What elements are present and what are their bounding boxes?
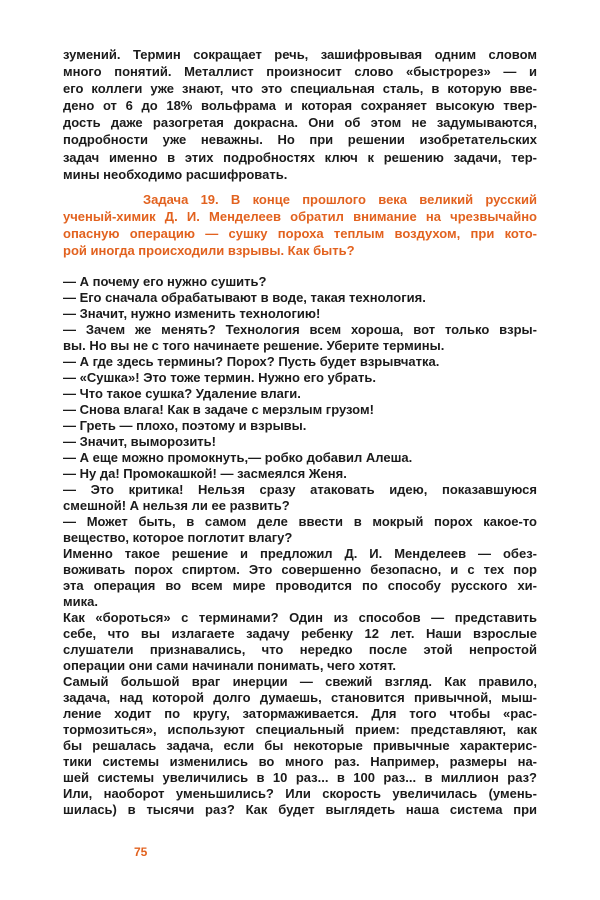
text-line: вещество, которое поглотит влагу? — [63, 530, 293, 545]
intro-paragraph — [63, 46, 537, 183]
task-19-statement — [63, 191, 537, 259]
paragraph — [63, 466, 537, 482]
text-line: бы решалась задача, если бы некоторые привычные характерис- — [63, 738, 537, 754]
task-line: ученый-химик Д. И. Менделеев обратил внимание на чрезвычайно — [63, 208, 537, 224]
text-line: — Значит, выморозить! — [63, 433, 216, 449]
text-line: Или, наоборот уменьшились? Или скорость увеличилась (умень- — [63, 786, 537, 802]
paragraph — [63, 354, 537, 370]
text-line: — Снова влага! Как в задаче с мерзлым грузом! — [63, 401, 374, 417]
text-line: операции они сами начинали понимать, чего хотят. — [63, 658, 397, 674]
text-line: задач именно в этих подробностях ключ к решению задачи, тер- — [63, 149, 537, 165]
text-line: его коллеги уже знают, что это специальная сталь, в которую вве- — [63, 81, 537, 97]
text-line: вы. Но вы не с того начинаете решение. Уберите термины. — [63, 337, 445, 353]
text-line: — Греть — плохо, поэтому и взрывы. — [63, 417, 307, 433]
task-line — [63, 191, 537, 208]
text-line: — А почему его нужно сушить? — [63, 273, 267, 289]
paragraph — [63, 370, 537, 386]
paragraph — [63, 434, 537, 450]
text-line: Именно такое решение и предложил Д. И. Менделеев — обез- — [63, 546, 537, 562]
text-line: — Это критика! Нельзя сразу атаковать идею, показавшуюся — [63, 481, 537, 497]
text-line: подробности уже неважны. Но при решении изобретательских — [63, 132, 537, 148]
text-line: смешной! А нельзя ли ее развить? — [63, 497, 290, 513]
paragraph — [63, 402, 537, 418]
paragraph — [63, 610, 537, 674]
text-line: — Его сначала обрабатывают в воде, такая технология. — [63, 289, 426, 305]
text-line: — Ну да! Промокашкой! — засмеялся Женя. — [63, 465, 347, 481]
text-line: много понятий. Металлист произносит слово «быстрорез» — и — [63, 64, 537, 80]
task-text: В конце прошлого века великий русский — [218, 191, 537, 207]
text-line: ление ходит по кругу, затормаживается. Для того чтобы «рас- — [63, 706, 537, 722]
text-line: шей системы увеличились в 10 раз... в 100 раз... в миллион раз? — [63, 770, 537, 786]
text-line: — Зачем же менять? Технология всем хороша, вот только взры- — [63, 321, 537, 337]
paragraph — [63, 386, 537, 402]
text-line: зумений. Термин сокращает речь, зашифровывая одним словом — [63, 47, 537, 62]
text-line: Самый большой враг инерции — свежий взгляд. Как правило, — [63, 674, 537, 690]
text-line: слушатели признавались, что нередко после этой непростой — [63, 642, 537, 658]
text-line: задача, над которой долго думаешь, становится привычной, мыш- — [63, 690, 537, 706]
text-line: — Может быть, в самом деле ввести в мокрый порох какое-то — [63, 513, 537, 529]
paragraph — [63, 274, 537, 290]
text-line: тормозиться», используют специальный прием: представляют, как — [63, 722, 537, 738]
text-line: — А еще можно промокнуть,— робко добавил Алеша. — [63, 449, 413, 465]
paragraph — [63, 674, 537, 818]
text-line: дено от 6 до 18% вольфрама и которая сохраняет высокую твер- — [63, 98, 537, 114]
text-line: эта операция во всем мире проводится по способу русского хи- — [63, 578, 537, 594]
paragraph — [63, 322, 537, 354]
paragraph — [63, 514, 537, 546]
paragraph — [63, 290, 537, 306]
text-line: себе, что вы излагаете задачу ребенку 12 лет. Наши взрослые — [63, 626, 537, 642]
dialogue-and-body — [63, 274, 537, 819]
text-line: — Значит, нужно изменить технологию! — [63, 305, 321, 321]
text-line: мика. — [63, 594, 98, 610]
text-line: воживать порох спиртом. Это совершенно безопасно, и с тех пор — [63, 562, 537, 578]
paragraph — [63, 482, 537, 514]
text-line: дость даже разогретая докрасна. Они об этом не задумываются, — [63, 115, 537, 131]
text-line: — «Сушка»! Это тоже термин. Нужно его убрать. — [63, 369, 376, 385]
text-line: Как «бороться» с терминами? Один из способов — представить — [63, 610, 537, 626]
text-line: — А где здесь термины? Порох? Пусть будет взрывчатка. — [63, 353, 440, 369]
paragraph — [63, 418, 537, 434]
task-line: опасную операцию — сушку пороха теплым воздухом, при кото- — [63, 225, 537, 241]
text-line: — Что такое сушка? Удаление влаги. — [63, 385, 301, 401]
task-line: рой иногда происходили взрывы. Как быть? — [63, 242, 355, 258]
text-line: мины необходимо расшифровать. — [63, 166, 288, 182]
paragraph — [63, 546, 537, 610]
book-page — [63, 46, 537, 818]
page-number: 75 — [134, 845, 148, 859]
text-line: тики системы изменились во много раз. Например, размеры на- — [63, 754, 537, 770]
paragraph — [63, 306, 537, 322]
task-label: Задача 19. — [143, 191, 219, 207]
paragraph — [63, 450, 537, 466]
text-line: шилась) в тысячи раз? Как будет выглядеть наша система при — [63, 802, 537, 818]
